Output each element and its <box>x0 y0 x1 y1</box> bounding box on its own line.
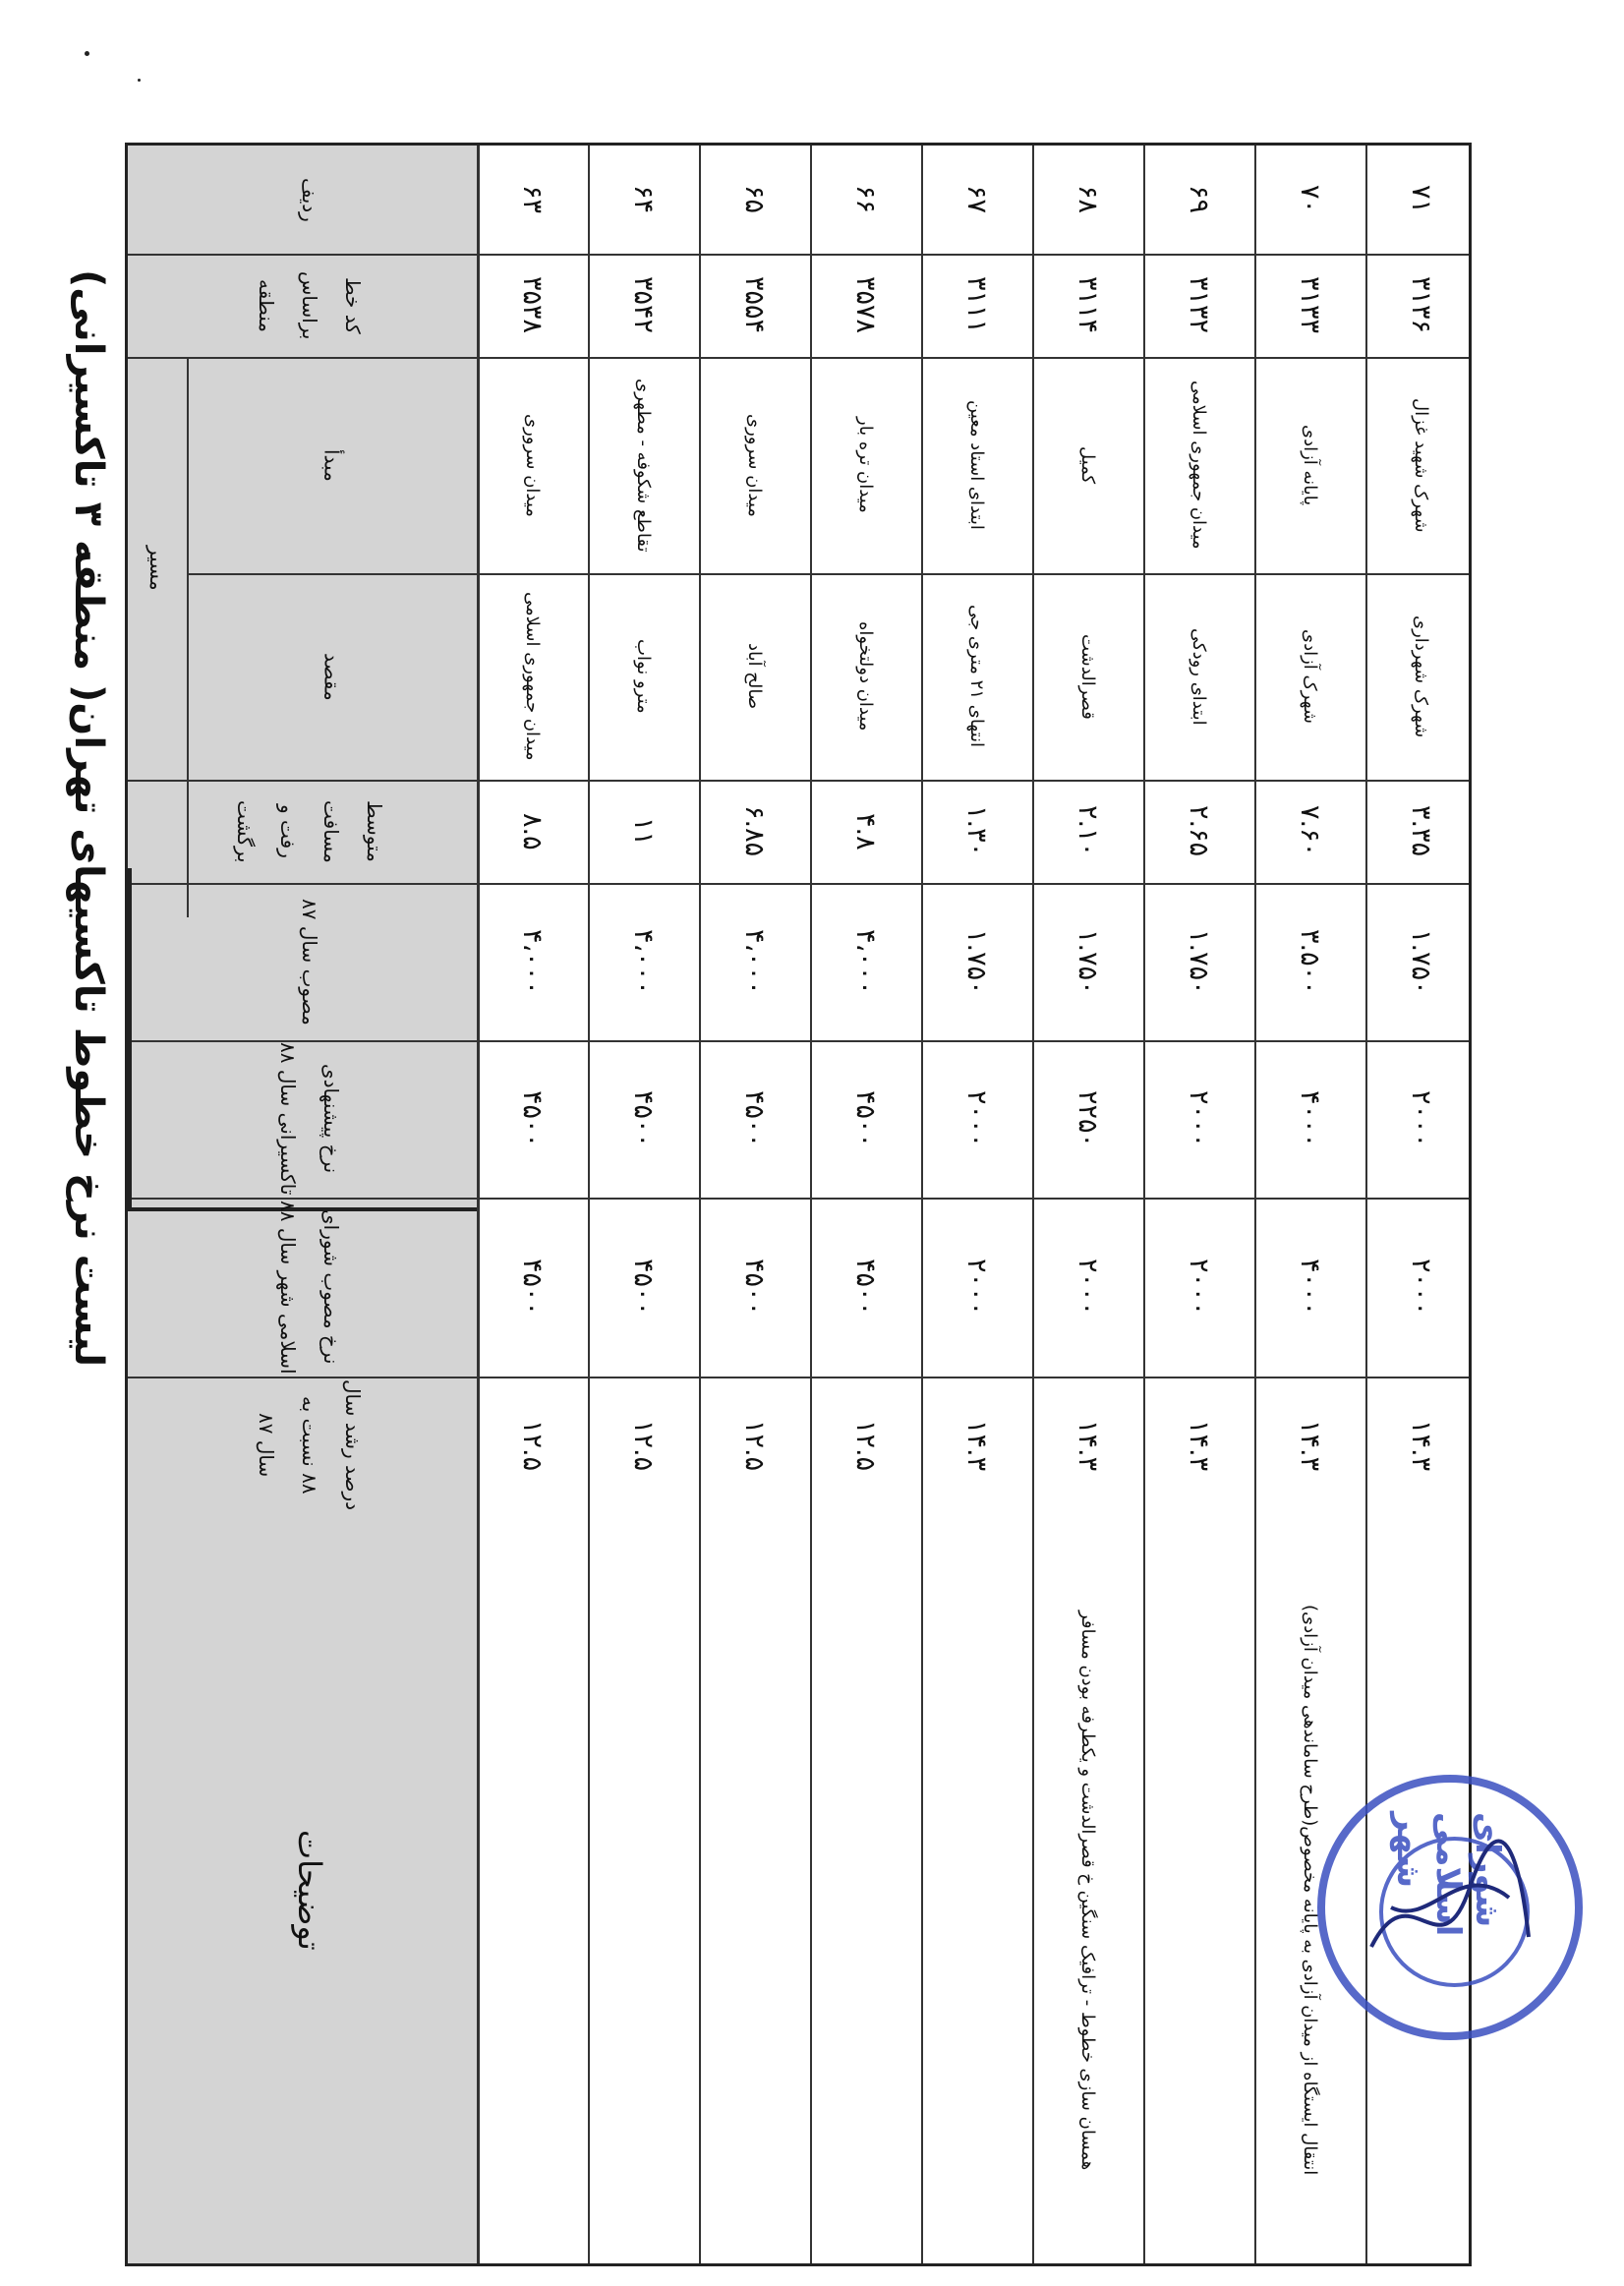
cell-line-code: ۳۱۳۳ <box>1295 276 1325 334</box>
cell-destination: شهرک شهرداری <box>1411 615 1431 738</box>
cell-line-code: ۳۱۱۴ <box>1073 276 1103 334</box>
cell-line-code: ۳۱۳۲ <box>1184 276 1214 334</box>
header-origin: مبدأ <box>319 448 344 482</box>
signature <box>1352 1829 1548 1986</box>
cell-growth: ۱۴.۳ <box>1073 1419 1103 1472</box>
cell-line-code: ۳۵۵۴ <box>739 276 770 334</box>
cell-approved-88: ۴۵۰۰ <box>517 1258 548 1316</box>
header-line-code: کد خط براساس منطقه <box>255 270 365 340</box>
cell-avg-distance: ۸.۵ <box>517 812 548 850</box>
cell-fare-87: ۴،۰۰۰ <box>517 928 548 995</box>
page-title: لیست نرخ خطوط تاکسیهای تهران( منطقه ۳ تاکسیرانی) <box>66 269 111 1368</box>
cell-line-code: ۳۱۳۶ <box>1406 276 1436 334</box>
cell-proposed-88: ۲۲۵۰ <box>1073 1089 1103 1147</box>
fare-table <box>125 143 1472 2266</box>
cell-growth: ۱۴.۳ <box>1406 1419 1436 1472</box>
cell-origin: پایانه آزادی <box>1300 424 1320 506</box>
cell-origin: کمیل <box>1077 445 1098 485</box>
cell-line-code: ۳۵۳۸ <box>517 276 548 334</box>
cell-notes: انتقال ایستگاه از میدان آزادی به پایانه مخصوص(طرح ساماندهی میدان آزادی) <box>1300 1605 1320 2176</box>
cell-growth: ۱۴.۳ <box>1295 1419 1325 1472</box>
cell-notes: همسان سازی خطوط - ترافیک سنگین خ قصرالدشت و یکطرفه بودن مسافر <box>1077 1610 1098 2171</box>
cell-growth: ۱۲.۵ <box>628 1419 659 1472</box>
cell-avg-distance: ۱.۳۰ <box>961 805 992 857</box>
cell-origin: شهرک شهید غزال <box>1411 397 1431 533</box>
cell-destination: میدان جمهوری اسلامی <box>522 592 543 761</box>
cell-growth: ۱۴.۳ <box>961 1419 992 1472</box>
cell-destination: ابتدای رودکی <box>1189 627 1209 726</box>
cell-approved-88: ۴۵۰۰ <box>628 1258 659 1316</box>
cell-approved-88: ۲۰۰۰ <box>1184 1258 1214 1316</box>
cell-fare-87: ۴،۰۰۰ <box>850 928 881 995</box>
cell-row-no: ۷۱ <box>1406 185 1436 214</box>
cell-notes <box>921 1514 1032 2266</box>
header-destination: مقصد <box>319 652 344 701</box>
cell-fare-87: ۱.۷۵۰ <box>1073 928 1103 995</box>
cell-notes <box>810 1514 921 2266</box>
cell-proposed-88: ۴۵۰۰ <box>739 1089 770 1147</box>
header-notes: توضیحات <box>291 1830 328 1951</box>
cell-origin: میدان سروری <box>744 413 765 517</box>
cell-row-no: ۶۸ <box>1073 185 1103 214</box>
cell-origin: میدان تره بار <box>855 417 876 513</box>
cell-approved-88: ۲۰۰۰ <box>1073 1258 1103 1316</box>
stamp-text: شورای اسلامی شهر <box>1389 1812 1507 1937</box>
cell-row-no: ۷۰ <box>1295 185 1325 214</box>
cell-destination: صالح آباد <box>744 643 765 710</box>
cell-avg-distance: ۷.۶۰ <box>1295 805 1325 857</box>
cell-proposed-88: ۲۰۰۰ <box>1184 1089 1214 1147</box>
cell-avg-distance: ۳.۳۵ <box>1406 805 1436 857</box>
cell-growth: ۱۲.۵ <box>517 1419 548 1472</box>
cell-fare-87: ۴،۰۰۰ <box>628 928 659 995</box>
cell-row-no: ۶۳ <box>517 185 548 214</box>
cell-approved-88: ۴۵۰۰ <box>850 1258 881 1316</box>
cell-row-no: ۶۶ <box>850 185 881 214</box>
cell-notes <box>699 1514 810 2266</box>
cell-approved-88: ۲۰۰۰ <box>1406 1258 1436 1316</box>
cell-line-code: ۳۵۷۸ <box>850 276 881 334</box>
cell-growth: ۱۲.۵ <box>850 1419 881 1472</box>
cell-fare-87: ۱.۷۵۰ <box>961 928 992 995</box>
header-fare-87: مصوب سال ۸۷ <box>298 898 321 1026</box>
cell-fare-87: ۳.۵۰۰ <box>1295 928 1325 995</box>
header-growth: درصد رشد سال ۸۸ نسبت به سال ۸۷ <box>255 1379 365 1511</box>
cell-origin: میدان سروری <box>522 413 543 517</box>
cell-avg-distance: ۴.۸ <box>850 812 881 850</box>
header-approved-88: نرخ مصوب شورای اسلامی شهر سال ۸۸ <box>276 1200 343 1375</box>
cell-avg-distance: ۲.۱۰ <box>1073 805 1103 857</box>
cell-fare-87: ۱.۷۵۰ <box>1184 928 1214 995</box>
header-route: مسیر <box>145 546 169 591</box>
cell-approved-88: ۲۰۰۰ <box>961 1258 992 1316</box>
cell-notes <box>1143 1514 1254 2266</box>
cell-destination: قصرالدشت <box>1077 633 1098 720</box>
cell-row-no: ۶۷ <box>961 185 992 214</box>
cell-proposed-88: ۴۵۰۰ <box>628 1089 659 1147</box>
cell-notes <box>477 1514 588 2266</box>
cell-proposed-88: ۴۰۰۰ <box>1295 1089 1325 1147</box>
cell-proposed-88: ۲۰۰۰ <box>1406 1089 1436 1147</box>
cell-origin: تقاطع شکوفه - مطهری <box>633 378 654 553</box>
cell-destination: شهرک آزادی <box>1300 629 1320 724</box>
cell-growth: ۱۲.۵ <box>739 1419 770 1472</box>
scan-speck <box>138 79 141 82</box>
cell-approved-88: ۴۵۰۰ <box>739 1258 770 1316</box>
cell-avg-distance: ۱۱ <box>628 816 659 846</box>
cell-origin: ابتدای استاد معین <box>966 400 987 530</box>
cell-fare-87: ۱.۷۵۰ <box>1406 928 1436 995</box>
cell-proposed-88: ۴۵۰۰ <box>517 1089 548 1147</box>
cell-avg-distance: ۶.۸۵ <box>739 805 770 857</box>
cell-growth: ۱۴.۳ <box>1184 1419 1214 1472</box>
cell-notes <box>588 1514 699 2266</box>
header-proposed-88: نرخ پیشنهادی تاکسیرانی سال ۸۸ <box>276 1042 343 1196</box>
cell-approved-88: ۴۰۰۰ <box>1295 1258 1325 1316</box>
cell-avg-distance: ۲.۶۵ <box>1184 805 1214 857</box>
cell-destination: مترو نواب <box>633 639 654 714</box>
cell-destination: میدان دولتخواه <box>855 621 876 732</box>
cell-fare-87: ۴،۰۰۰ <box>739 928 770 995</box>
cell-row-no: ۶۴ <box>628 185 659 214</box>
cell-line-code: ۳۱۱۱ <box>961 276 992 334</box>
cell-line-code: ۳۵۴۲ <box>628 276 659 334</box>
cell-row-no: ۶۵ <box>739 185 770 214</box>
header-avg-distance: متوسط مسافت رفت و برگشت <box>233 799 386 863</box>
cell-proposed-88: ۲۰۰۰ <box>961 1089 992 1147</box>
cell-destination: انتهای ۲۱ متری جی <box>966 605 987 748</box>
cell-row-no: ۶۹ <box>1184 185 1214 214</box>
cell-origin: میدان جمهوری اسلامی <box>1189 381 1209 550</box>
cell-proposed-88: ۴۵۰۰ <box>850 1089 881 1147</box>
header-row-no: ردیف <box>298 177 321 222</box>
